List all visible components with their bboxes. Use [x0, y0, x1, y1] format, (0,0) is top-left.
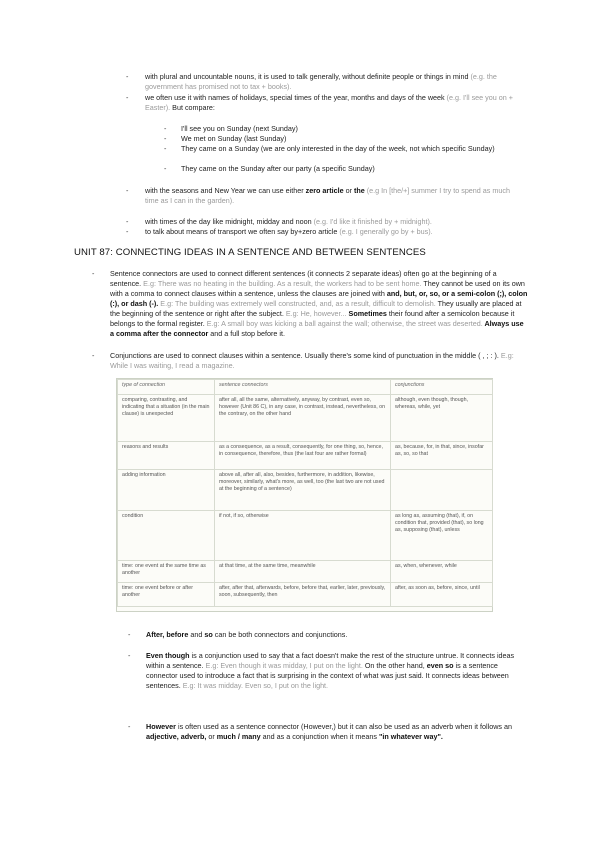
- example-text: E.g: He, however...: [285, 309, 347, 318]
- bullet-dash: -: [92, 351, 95, 360]
- body-text: Conjunctions are used to connect clauses within a sentence. Usually there's some kind of punctuation in the middle ( , ; : ).: [110, 351, 501, 360]
- bullet-dash: -: [128, 630, 131, 639]
- sub-bullet-a-sunday: They came on a Sunday (we are only interested in the day of the week, not which specific Sunday): [181, 144, 495, 153]
- example-text: E.g: There was no heating in the building. As a result, the workers had to be sent home.: [143, 279, 422, 288]
- sentence-connectors-paragraph: [110, 269, 528, 339]
- table-cell: as, because, for, in that, since, insofar as, so, so that: [391, 442, 493, 470]
- body-text: with the seasons and New Year we can use either: [145, 186, 306, 195]
- table-cell: time: one event at the same time as another: [118, 561, 215, 583]
- bullet-after-before-so: [146, 630, 530, 640]
- table-cell: at that time, at the same time, meanwhile: [215, 561, 391, 583]
- table-header-cell: conjunctions: [391, 380, 493, 395]
- bold-term: Even though: [146, 651, 190, 660]
- table-row: [118, 583, 493, 607]
- example-text: (e.g. I'd like it finished by + midnight).: [313, 217, 432, 226]
- table-cell: as a consequence, as a result, consequently, for one thing, so, hence, in consequence, therefore, thus (the last four are rather formal): [215, 442, 391, 470]
- bullet-seasons: [145, 186, 523, 206]
- table-header-cell: type of connection: [118, 380, 215, 395]
- body-text: But compare:: [170, 103, 215, 112]
- table-cell: time: one event before or after another: [118, 583, 215, 607]
- example-text: (e.g. I'll see you on + Easter).: [145, 93, 513, 112]
- sub-bullet-dash: -: [164, 144, 167, 153]
- bullet-transport: [145, 227, 523, 237]
- table-cell: reasons and results: [118, 442, 215, 470]
- bullet-holidays: [145, 93, 519, 113]
- bold-term: and, but, or, so, or a semi-colon (;), colon (:), or dash (-).: [110, 289, 528, 308]
- table-cell: if not, if so, otherwise: [215, 511, 391, 561]
- table-cell: as long as, assuming (that), if, on condition that, provided (that), so long as, supposing (that), unless: [391, 511, 493, 561]
- example-text: E.g: Even though it was midday, I put on the light.: [205, 661, 363, 670]
- sub-bullet-last-sunday: We met on Sunday (last Sunday): [181, 134, 287, 143]
- bold-term: so: [204, 630, 213, 639]
- bullet-plural-nouns: [145, 72, 519, 92]
- bullet-dash: -: [128, 722, 131, 731]
- bold-term: "in whatever way".: [378, 732, 443, 741]
- table-cell: after, after that, afterwards, before, before that, earlier, later, previously, soon, subsequently, then: [215, 583, 391, 607]
- bullet-dash: -: [126, 186, 129, 195]
- table-cell: after, as soon as, before, since, until: [391, 583, 493, 607]
- sub-bullet-dash: -: [164, 124, 167, 133]
- example-text: E.g: A small boy was kicking a ball against the wall; otherwise, the street was deserted.: [206, 319, 483, 328]
- connectors-table: [116, 378, 493, 612]
- body-text: with plural and uncountable nouns, it is used to talk generally, without definite people or things in mind: [145, 72, 471, 81]
- example-text: E.g: The building was extremely well constructed, and, as a result, difficult to demolish.: [158, 299, 436, 308]
- example-text: (e.g In [the/+] summer I try to spend as much time as I can in the garden).: [145, 186, 510, 205]
- body-text: Sentence connectors are used to connect different sentences (it connects 2 separate ideas) often go at the beginning of a sentence.: [110, 269, 497, 288]
- body-text: their found after a semicolon because it belongs to the formal register.: [110, 309, 515, 328]
- bullet-dash: -: [128, 651, 131, 660]
- body-text: or: [206, 732, 217, 741]
- body-text: is often used as a sentence connector (However,) but it can also be used as an adverb when it follows an: [175, 722, 512, 731]
- bold-term: even so: [426, 661, 454, 670]
- conjunctions-paragraph: [110, 351, 528, 371]
- bullet-dash: -: [126, 93, 129, 102]
- bold-term: adjective, adverb,: [146, 732, 207, 741]
- bullet-dash: -: [126, 217, 129, 226]
- body-text: we often use it with names of holidays, special times of the year, months and days of the week: [145, 93, 447, 102]
- table-header-row: [118, 380, 493, 395]
- body-text: to talk about means of transport we often say by+zero article: [145, 227, 340, 236]
- body-text: or: [343, 186, 354, 195]
- bold-term: Always use a comma after the connector: [110, 319, 524, 338]
- table-cell: condition: [118, 511, 215, 561]
- sub-bullet-dash: -: [164, 134, 167, 143]
- body-text: can be both connectors and conjunctions.: [212, 630, 348, 639]
- body-text: They usually are placed at the beginning of the sentence or right after the subject.: [110, 299, 522, 318]
- table-cell: after all, all the same, alternatively, anyway, by contrast, even so, however (Unit 86 C), in any case, in contrast, instead, nevertheless, on the contrary, on the other hand: [215, 395, 391, 442]
- body-text: and a full stop before it.: [208, 329, 285, 338]
- bold-term: Sometimes: [346, 309, 387, 318]
- table-header-cell: sentence connectors: [215, 380, 391, 395]
- bullet-even-though: [146, 651, 530, 691]
- bold-term: the: [353, 186, 365, 195]
- bold-term: However: [146, 722, 176, 731]
- table-cell: [391, 470, 493, 511]
- table-row: [118, 511, 493, 561]
- body-text: On the other hand,: [362, 661, 427, 670]
- bullet-times-of-day: [145, 217, 523, 227]
- body-text: is a conjunction used to say that a fact doesn't make the rest of the structure untrue. It connects ideas within a sentence.: [146, 651, 515, 670]
- table-row: [118, 442, 493, 470]
- body-text: and as a conjunction when it means: [260, 732, 379, 741]
- bold-term: zero article: [305, 186, 344, 195]
- table-row: [118, 561, 493, 583]
- table-cell: although, even though, though, whereas, while, yet: [391, 395, 493, 442]
- table-row: [118, 470, 493, 511]
- bullet-dash: -: [126, 72, 129, 81]
- example-text: (e.g. I generally go by + bus).: [339, 227, 433, 236]
- sub-bullet-dash: -: [164, 164, 167, 173]
- unit-heading: UNIT 87: CONNECTING IDEAS IN A SENTENCE AND BETWEEN SENTENCES: [74, 247, 426, 258]
- table-cell: above all, after all, also, besides, furthermore, in addition, likewise, moreover, similarly, what's more, as well, too (the last two are not used at the beginning of a sentence): [215, 470, 391, 511]
- body-text: is a sentence connector used to introduce a fact that is surprising in the context of what was just said. It connects ideas between sentences.: [146, 661, 509, 690]
- bold-term: much / many: [216, 732, 261, 741]
- bullet-dash: -: [92, 269, 95, 278]
- table-row: [118, 395, 493, 442]
- example-text: E.g: It was midday. Even so, I put on the light.: [182, 681, 329, 690]
- table-cell: adding information: [118, 470, 215, 511]
- sub-bullet-next-sunday: I'll see you on Sunday (next Sunday): [181, 124, 298, 133]
- table-cell: comparing, contrasting, and indicating that a situation (in the main clause) is unexpected: [118, 395, 215, 442]
- body-text: They cannot be used on its own with a comma to connect clauses within a sentence, unless the clauses are joined with: [110, 279, 525, 298]
- sub-bullet-specific-sunday: They came on the Sunday after our party (a specific Sunday): [181, 164, 375, 173]
- table-cell: as, when, whenever, while: [391, 561, 493, 583]
- bullet-however: [146, 722, 530, 742]
- bold-term: After, before: [146, 630, 189, 639]
- bullet-dash: -: [126, 227, 129, 236]
- body-text: with times of the day like midnight, midday and noon: [145, 217, 314, 226]
- example-text: (e.g. the government has promised not to tax + books).: [145, 72, 497, 91]
- body-text: and: [188, 630, 205, 639]
- example-text: E.g: While I was waiting, I read a magazine.: [110, 351, 514, 370]
